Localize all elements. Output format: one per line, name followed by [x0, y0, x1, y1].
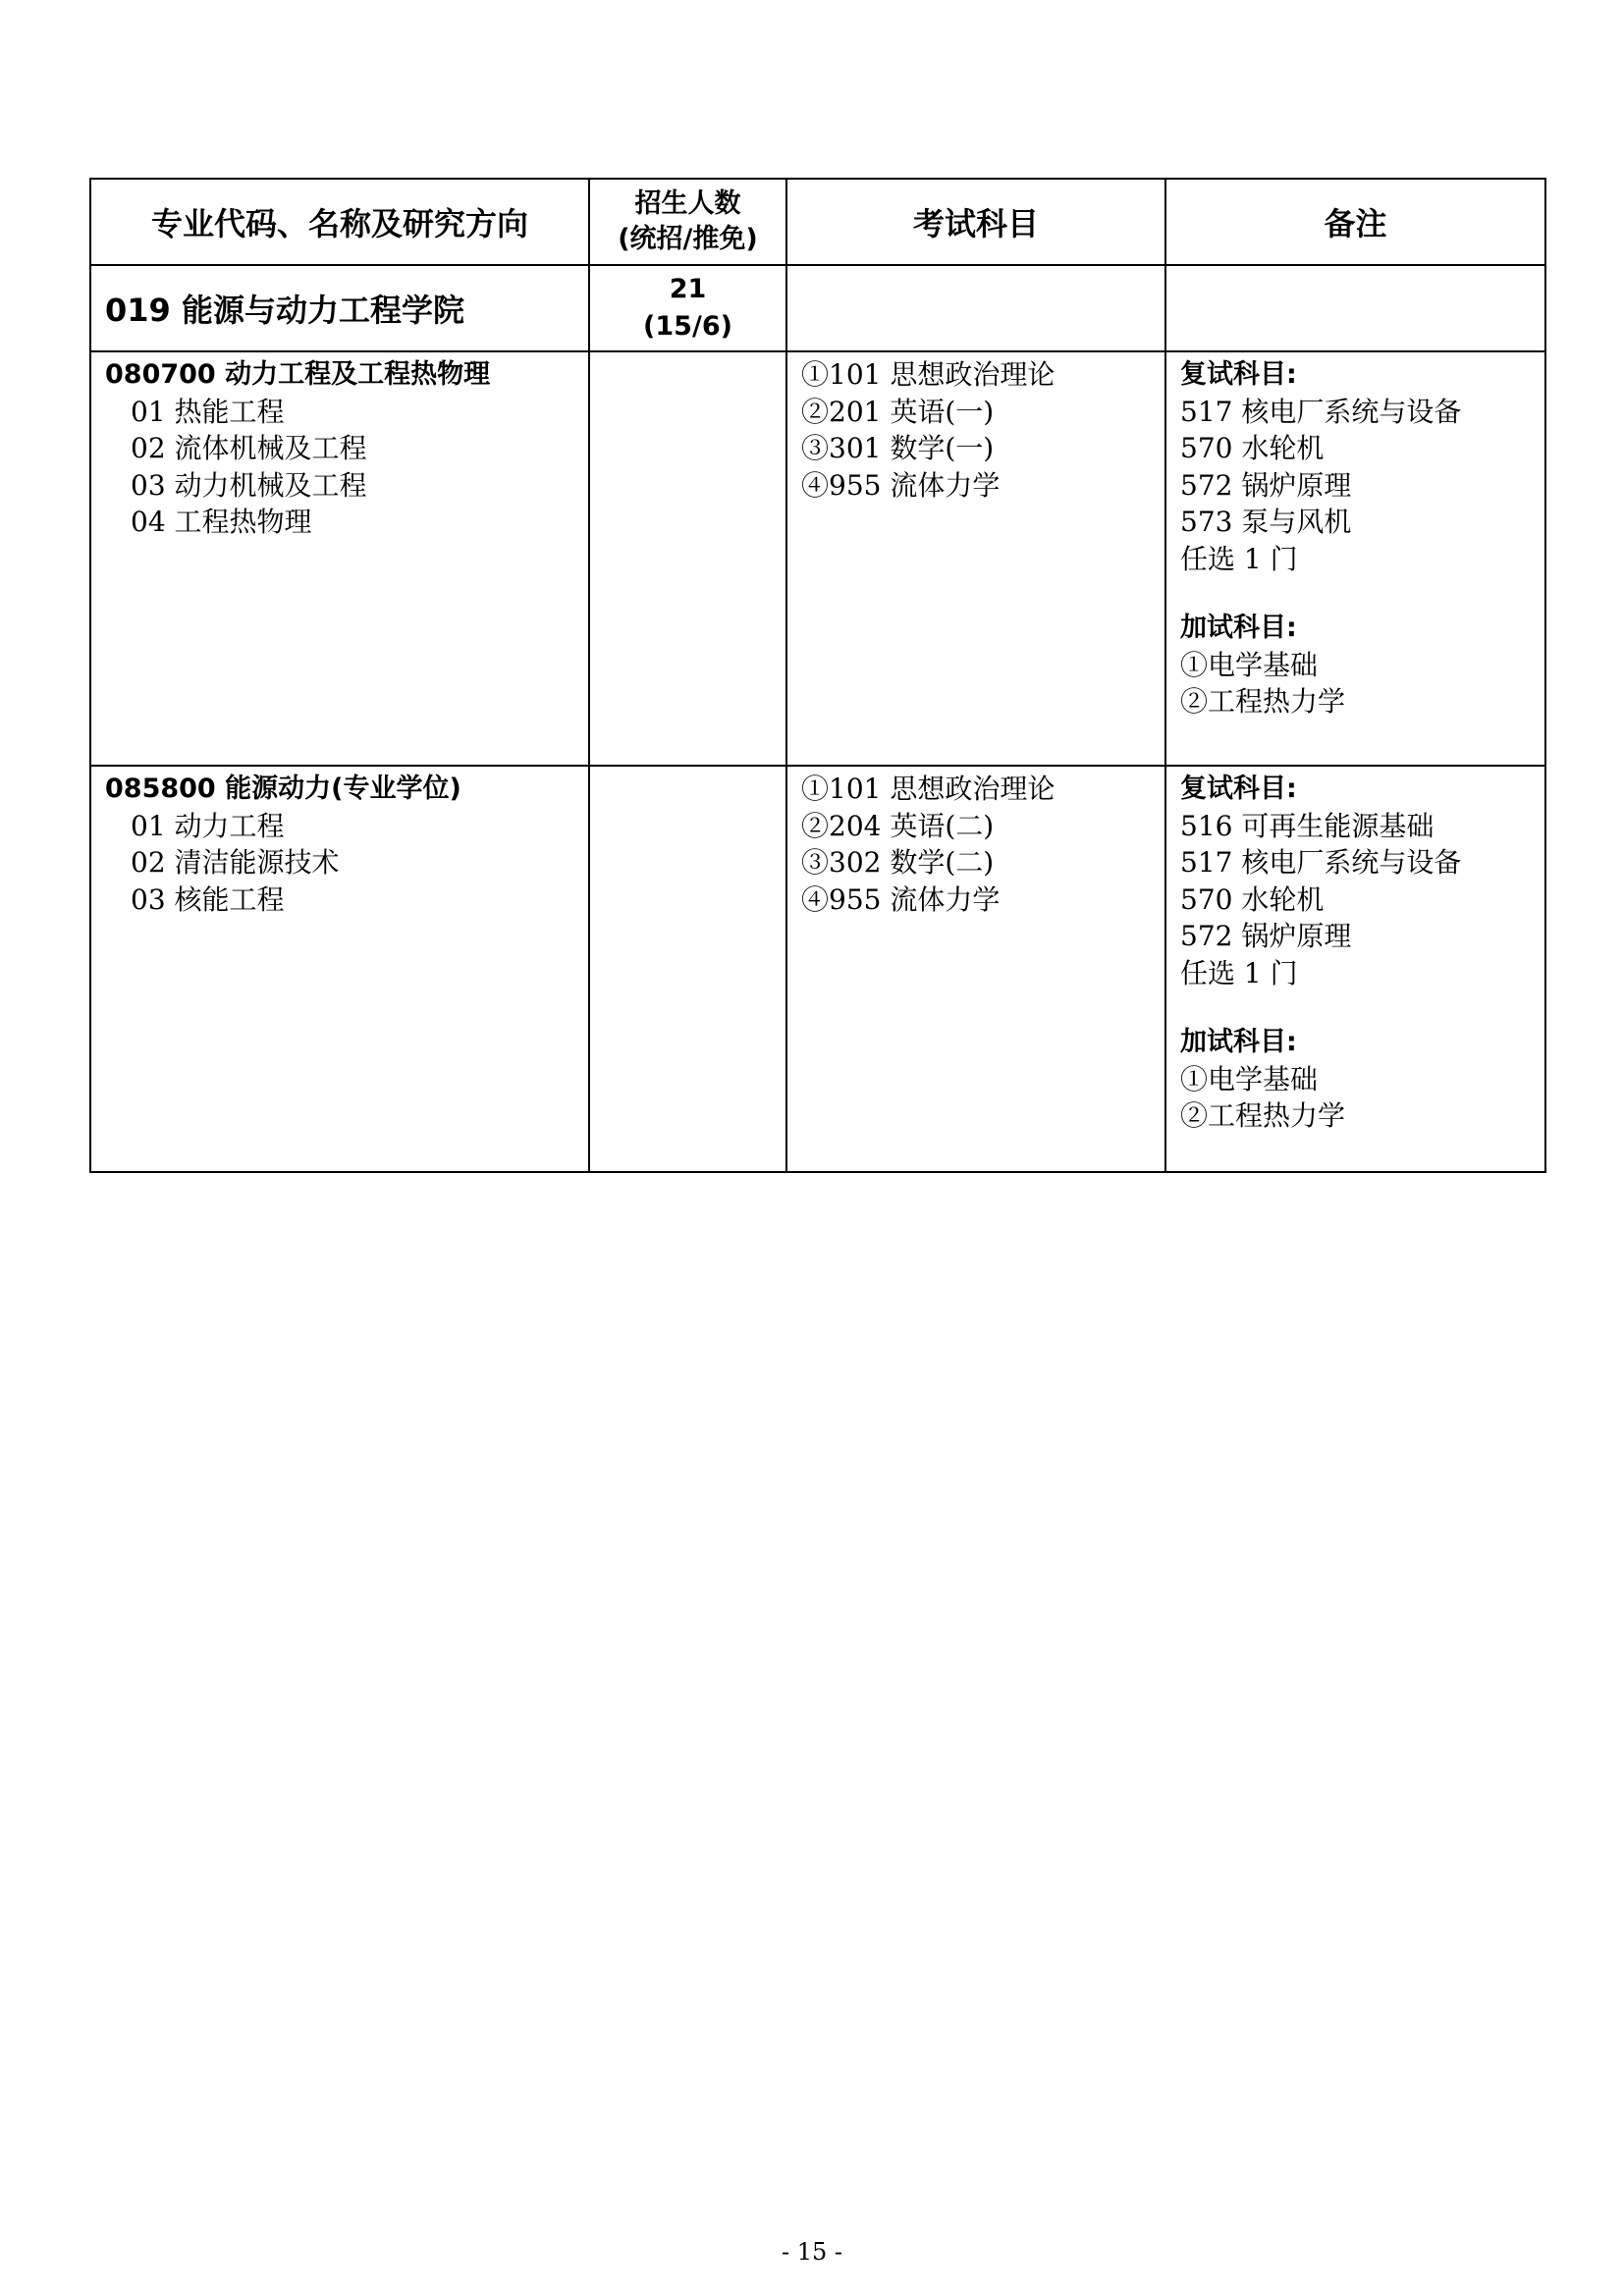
exam-subject: ③301 数学(一) [801, 432, 995, 464]
retest-instruction: 任选 1 门 [1180, 956, 1298, 989]
research-direction: 01 动力工程 [131, 809, 285, 842]
research-direction: 02 清洁能源技术 [131, 846, 340, 879]
header-notes: 备注 [1165, 179, 1545, 265]
retest-subject: 570 水轮机 [1180, 882, 1325, 916]
extra-exam-heading: 加试科目: [1180, 1027, 1297, 1057]
exam-subject: ③302 数学(二) [801, 846, 995, 879]
retest-subject: 572 锅炉原理 [1180, 920, 1352, 952]
exam-subject: ④955 流体力学 [801, 882, 1001, 916]
major-cell [90, 766, 589, 1172]
retest-subject: 573 泵与风机 [1180, 506, 1352, 538]
research-direction: 04 工程热物理 [131, 506, 312, 538]
retest-subject: 572 锅炉原理 [1180, 468, 1352, 502]
extra-exam-heading: 加试科目: [1180, 613, 1297, 643]
exam-subject: ②204 英语(二) [801, 809, 995, 842]
school-notes-cell [1165, 265, 1545, 351]
table-row [90, 351, 1545, 766]
header-enrollment-line2: (统招/推免) [618, 224, 758, 254]
retest-subject: 516 可再生能源基础 [1180, 809, 1435, 842]
notes-cell [1165, 351, 1545, 766]
major-title: 080700 动力工程及工程热物理 [105, 359, 491, 390]
school-row [90, 265, 1545, 351]
extra-exam-subject: ①电学基础 [1180, 1062, 1319, 1095]
admissions-table [89, 178, 1546, 1173]
enrollment-cell [589, 351, 786, 766]
research-direction: 03 动力机械及工程 [131, 468, 367, 502]
exam-subject: ④955 流体力学 [801, 468, 1001, 502]
extra-exam-subject: ①电学基础 [1180, 648, 1319, 681]
extra-exam-subject: ②工程热力学 [1180, 1099, 1346, 1132]
school-name-cell [90, 265, 589, 351]
research-direction: 03 核能工程 [131, 882, 285, 916]
school-count-cell [589, 265, 786, 351]
retest-subject: 570 水轮机 [1180, 432, 1325, 464]
school-exam-cell [786, 265, 1165, 351]
retest-heading: 复试科目: [1180, 359, 1297, 390]
header-major: 专业代码、名称及研究方向 [90, 179, 589, 265]
exam-cell [786, 351, 1165, 766]
header-enrollment-line1: 招生人数 [634, 188, 741, 219]
retest-subject: 517 核电厂系统与设备 [1180, 846, 1462, 879]
research-direction: 01 热能工程 [131, 395, 285, 428]
research-direction: 02 流体机械及工程 [131, 432, 367, 464]
exam-subject: ②201 英语(一) [801, 395, 995, 428]
retest-subject: 517 核电厂系统与设备 [1180, 395, 1462, 428]
exam-subject: ①101 思想政治理论 [801, 358, 1056, 391]
notes-cell [1165, 766, 1545, 1172]
table-row [90, 766, 1545, 1172]
header-exam-subjects: 考试科目 [786, 179, 1165, 265]
major-cell [90, 351, 589, 766]
school-count-split: (15/6) [643, 311, 732, 342]
exam-cell [786, 766, 1165, 1172]
header-enrollment [589, 179, 786, 265]
retest-instruction: 任选 1 门 [1180, 542, 1298, 575]
table-header-row [90, 179, 1545, 265]
major-title: 085800 能源动力(专业学位) [105, 774, 461, 804]
school-name: 019 能源与动力工程学院 [105, 292, 464, 329]
extra-exam-subject: ②工程热力学 [1180, 685, 1346, 718]
school-count-total: 21 [669, 274, 707, 304]
exam-subject: ①101 思想政治理论 [801, 773, 1056, 805]
page-number: - 15 - [781, 2238, 842, 2266]
retest-heading: 复试科目: [1180, 774, 1297, 804]
enrollment-cell [589, 766, 786, 1172]
